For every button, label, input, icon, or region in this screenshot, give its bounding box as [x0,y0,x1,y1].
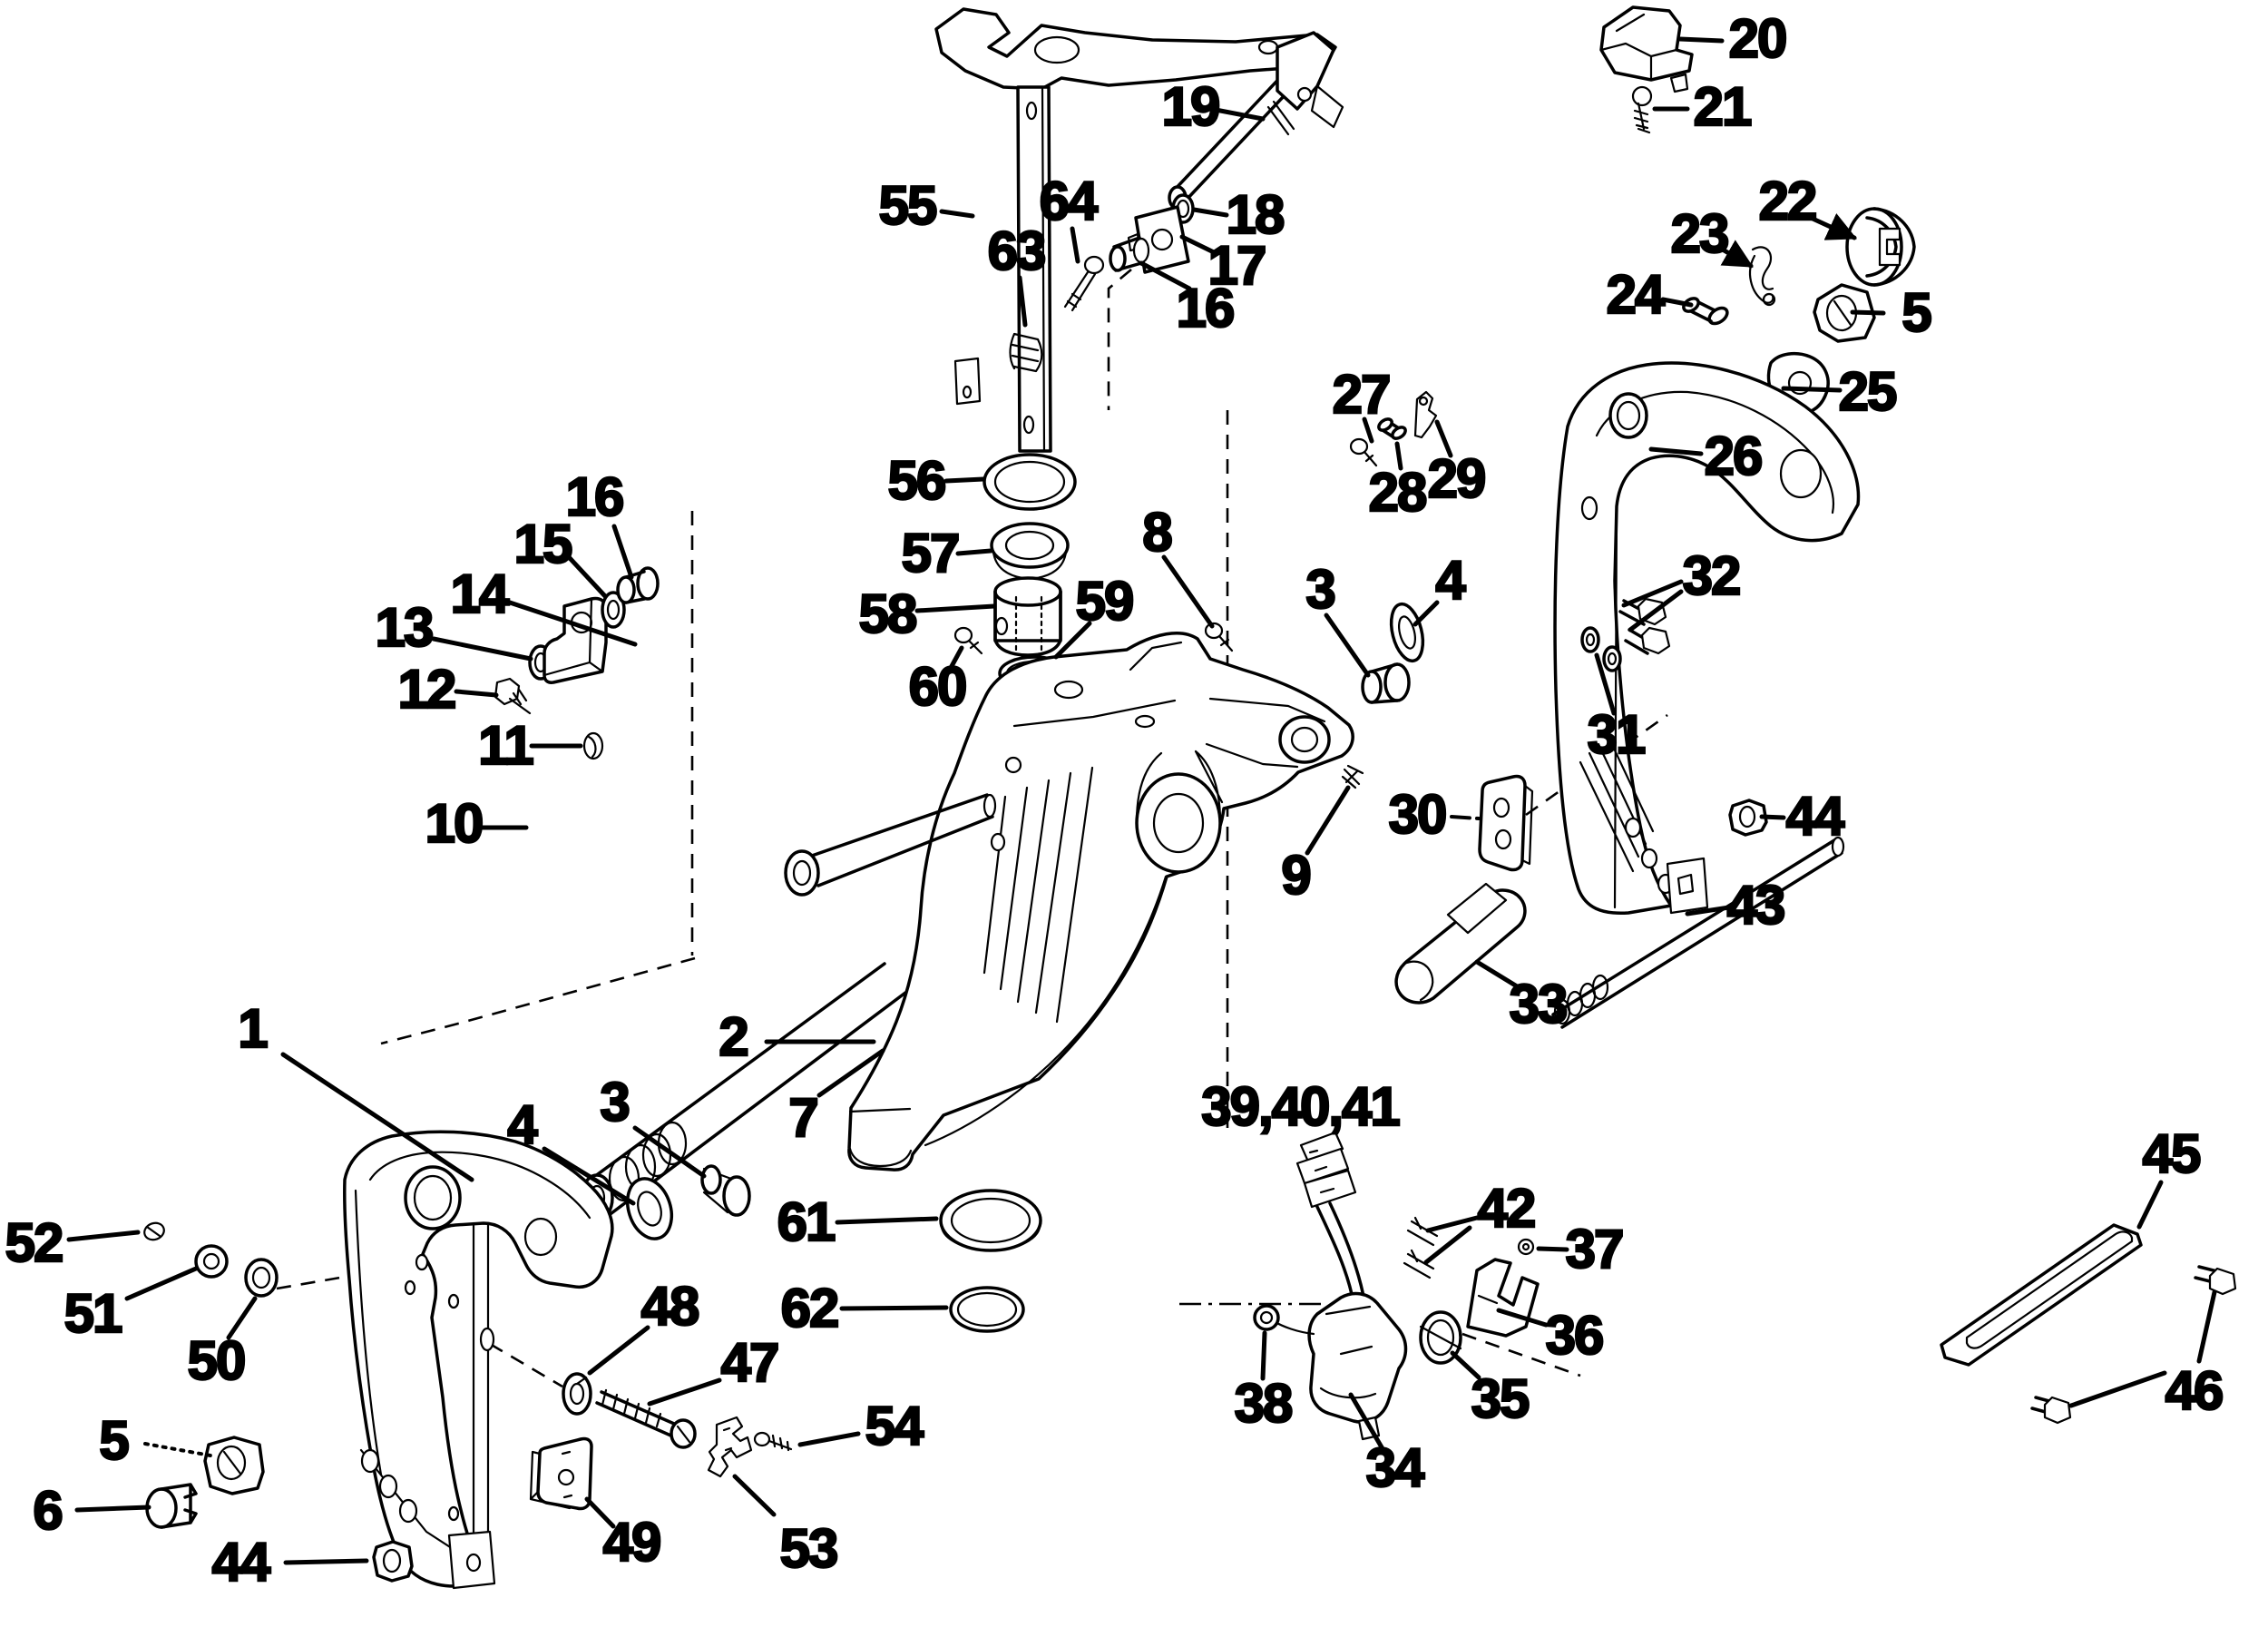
leader-line-19 [1216,110,1263,119]
leader-line-62 [842,1308,946,1309]
part-callout-25: 25 [1838,361,1896,422]
leader-line-46 [2071,1373,2165,1406]
part-callout-48: 48 [640,1276,699,1337]
part-callout-11: 11 [478,715,533,776]
part-callout-21: 21 [1693,76,1751,137]
part-callout-37: 37 [1565,1219,1623,1279]
leader-line-44 [1762,817,1784,818]
part-callout-35: 35 [1471,1368,1529,1429]
part-callout-44: 44 [1785,786,1843,847]
leader-line-55 [942,211,973,216]
part-callout-39-40-41: 39,40,41 [1201,1076,1399,1137]
leader-line-9 [1307,788,1348,853]
leader-line-37 [1539,1249,1567,1250]
part-callout-5: 5 [99,1410,128,1471]
leader-line-12 [456,691,496,695]
part-callout-52: 52 [5,1212,63,1273]
part-callout-1: 1 [238,998,267,1059]
leader-line-53 [735,1476,774,1514]
part-callout-6: 6 [33,1480,62,1541]
leader-line-15 [570,558,605,596]
part-callout-16: 16 [565,466,623,527]
part-callout-42: 42 [1477,1178,1535,1239]
part-callout-8: 8 [1142,502,1171,563]
part-callout-34: 34 [1365,1437,1423,1498]
part-callout-46: 46 [2165,1360,2223,1421]
part-callout-24: 24 [1606,264,1664,325]
clamp-bracket-hardware-drawing [495,568,995,895]
part-callout-15: 15 [513,514,572,574]
leader-line-61 [837,1219,936,1222]
leader-line-56 [946,479,983,481]
leader-line-47 [650,1380,719,1404]
part-callout-13: 13 [375,597,433,658]
part-callout-33: 33 [1509,974,1567,1034]
part-callout-4: 4 [1435,550,1464,611]
anode-hardware-drawing [531,1374,791,1509]
leader-line-44 [286,1561,367,1563]
part-callout-14: 14 [450,564,508,624]
part-callout-63: 63 [987,221,1045,281]
part-callout-64: 64 [1039,171,1097,231]
leader-line-30 [1452,817,1479,818]
part-callout-9: 9 [1281,845,1310,906]
part-callout-7: 7 [788,1087,817,1148]
part-callout-19: 19 [1161,76,1219,137]
leader-line-18 [1194,210,1227,215]
leader-line-48 [590,1328,648,1373]
part-callout-45: 45 [2142,1123,2200,1184]
leader-line-8 [1164,557,1212,626]
leader-line-5 [1853,312,1883,313]
part-callout-22: 22 [1758,171,1816,231]
part-callout-16: 16 [1176,278,1234,338]
leader-line-46 [2199,1292,2214,1361]
leader-line-25 [1784,388,1840,390]
part-callout-62: 62 [780,1278,838,1338]
part-callout-5: 5 [1901,282,1931,343]
part-callout-60: 60 [908,656,966,717]
leader-line-58 [917,606,994,611]
part-callout-44: 44 [211,1532,269,1593]
part-callout-49: 49 [602,1512,660,1573]
part-callout-47: 47 [720,1332,778,1393]
part-callout-26: 26 [1704,426,1762,486]
part-callout-31: 31 [1587,704,1645,765]
part-callout-56: 56 [887,450,945,511]
part-callout-50: 50 [187,1330,245,1391]
left-stern-bracket-drawing [345,1132,612,1588]
part-callout-3: 3 [600,1072,629,1132]
part-callout-18: 18 [1226,184,1284,245]
part-callout-29: 29 [1427,448,1485,509]
leader-line-20 [1680,39,1722,41]
part-callout-43: 43 [1726,875,1784,936]
part-callout-12: 12 [397,659,455,720]
part-callout-28: 28 [1368,462,1426,523]
leader-line-3 [1326,615,1368,675]
part-callout-59: 59 [1075,571,1133,632]
orings-61-62-drawing [941,1191,1041,1331]
leader-line-22 [1811,218,1854,238]
leader-line-13 [434,639,531,659]
leader-line-16 [614,526,631,577]
part-callout-58: 58 [858,583,916,644]
leader-line-6 [77,1507,149,1510]
leader-line-52 [69,1232,138,1240]
leader-line-51 [127,1269,196,1299]
part-callout-20: 20 [1728,8,1786,69]
leader-line-57 [958,551,991,554]
part-callout-55: 55 [878,175,936,236]
part-callout-51: 51 [64,1283,122,1344]
leader-line-64 [1072,229,1078,261]
part-callout-10: 10 [425,793,483,854]
part-callout-54: 54 [865,1396,923,1456]
part-callout-4: 4 [507,1094,536,1155]
part-callout-3: 3 [1305,559,1334,620]
part-callout-36: 36 [1545,1305,1603,1366]
part-callout-57: 57 [901,523,959,583]
leader-line-5 [145,1444,210,1456]
part-callout-30: 30 [1388,784,1446,845]
leader-line-4 [1415,603,1437,624]
part-callout-53: 53 [779,1518,837,1579]
part-callout-61: 61 [777,1191,835,1252]
part-callout-23: 23 [1670,203,1728,264]
part-callout-27: 27 [1332,364,1390,425]
leader-line-45 [2139,1182,2161,1227]
part-callout-17: 17 [1207,235,1266,296]
part-callout-32: 32 [1682,545,1740,606]
part-callout-2: 2 [719,1006,748,1067]
leader-line-38 [1263,1333,1265,1378]
leader-line-54 [800,1434,858,1445]
part-callout-38: 38 [1234,1373,1292,1434]
